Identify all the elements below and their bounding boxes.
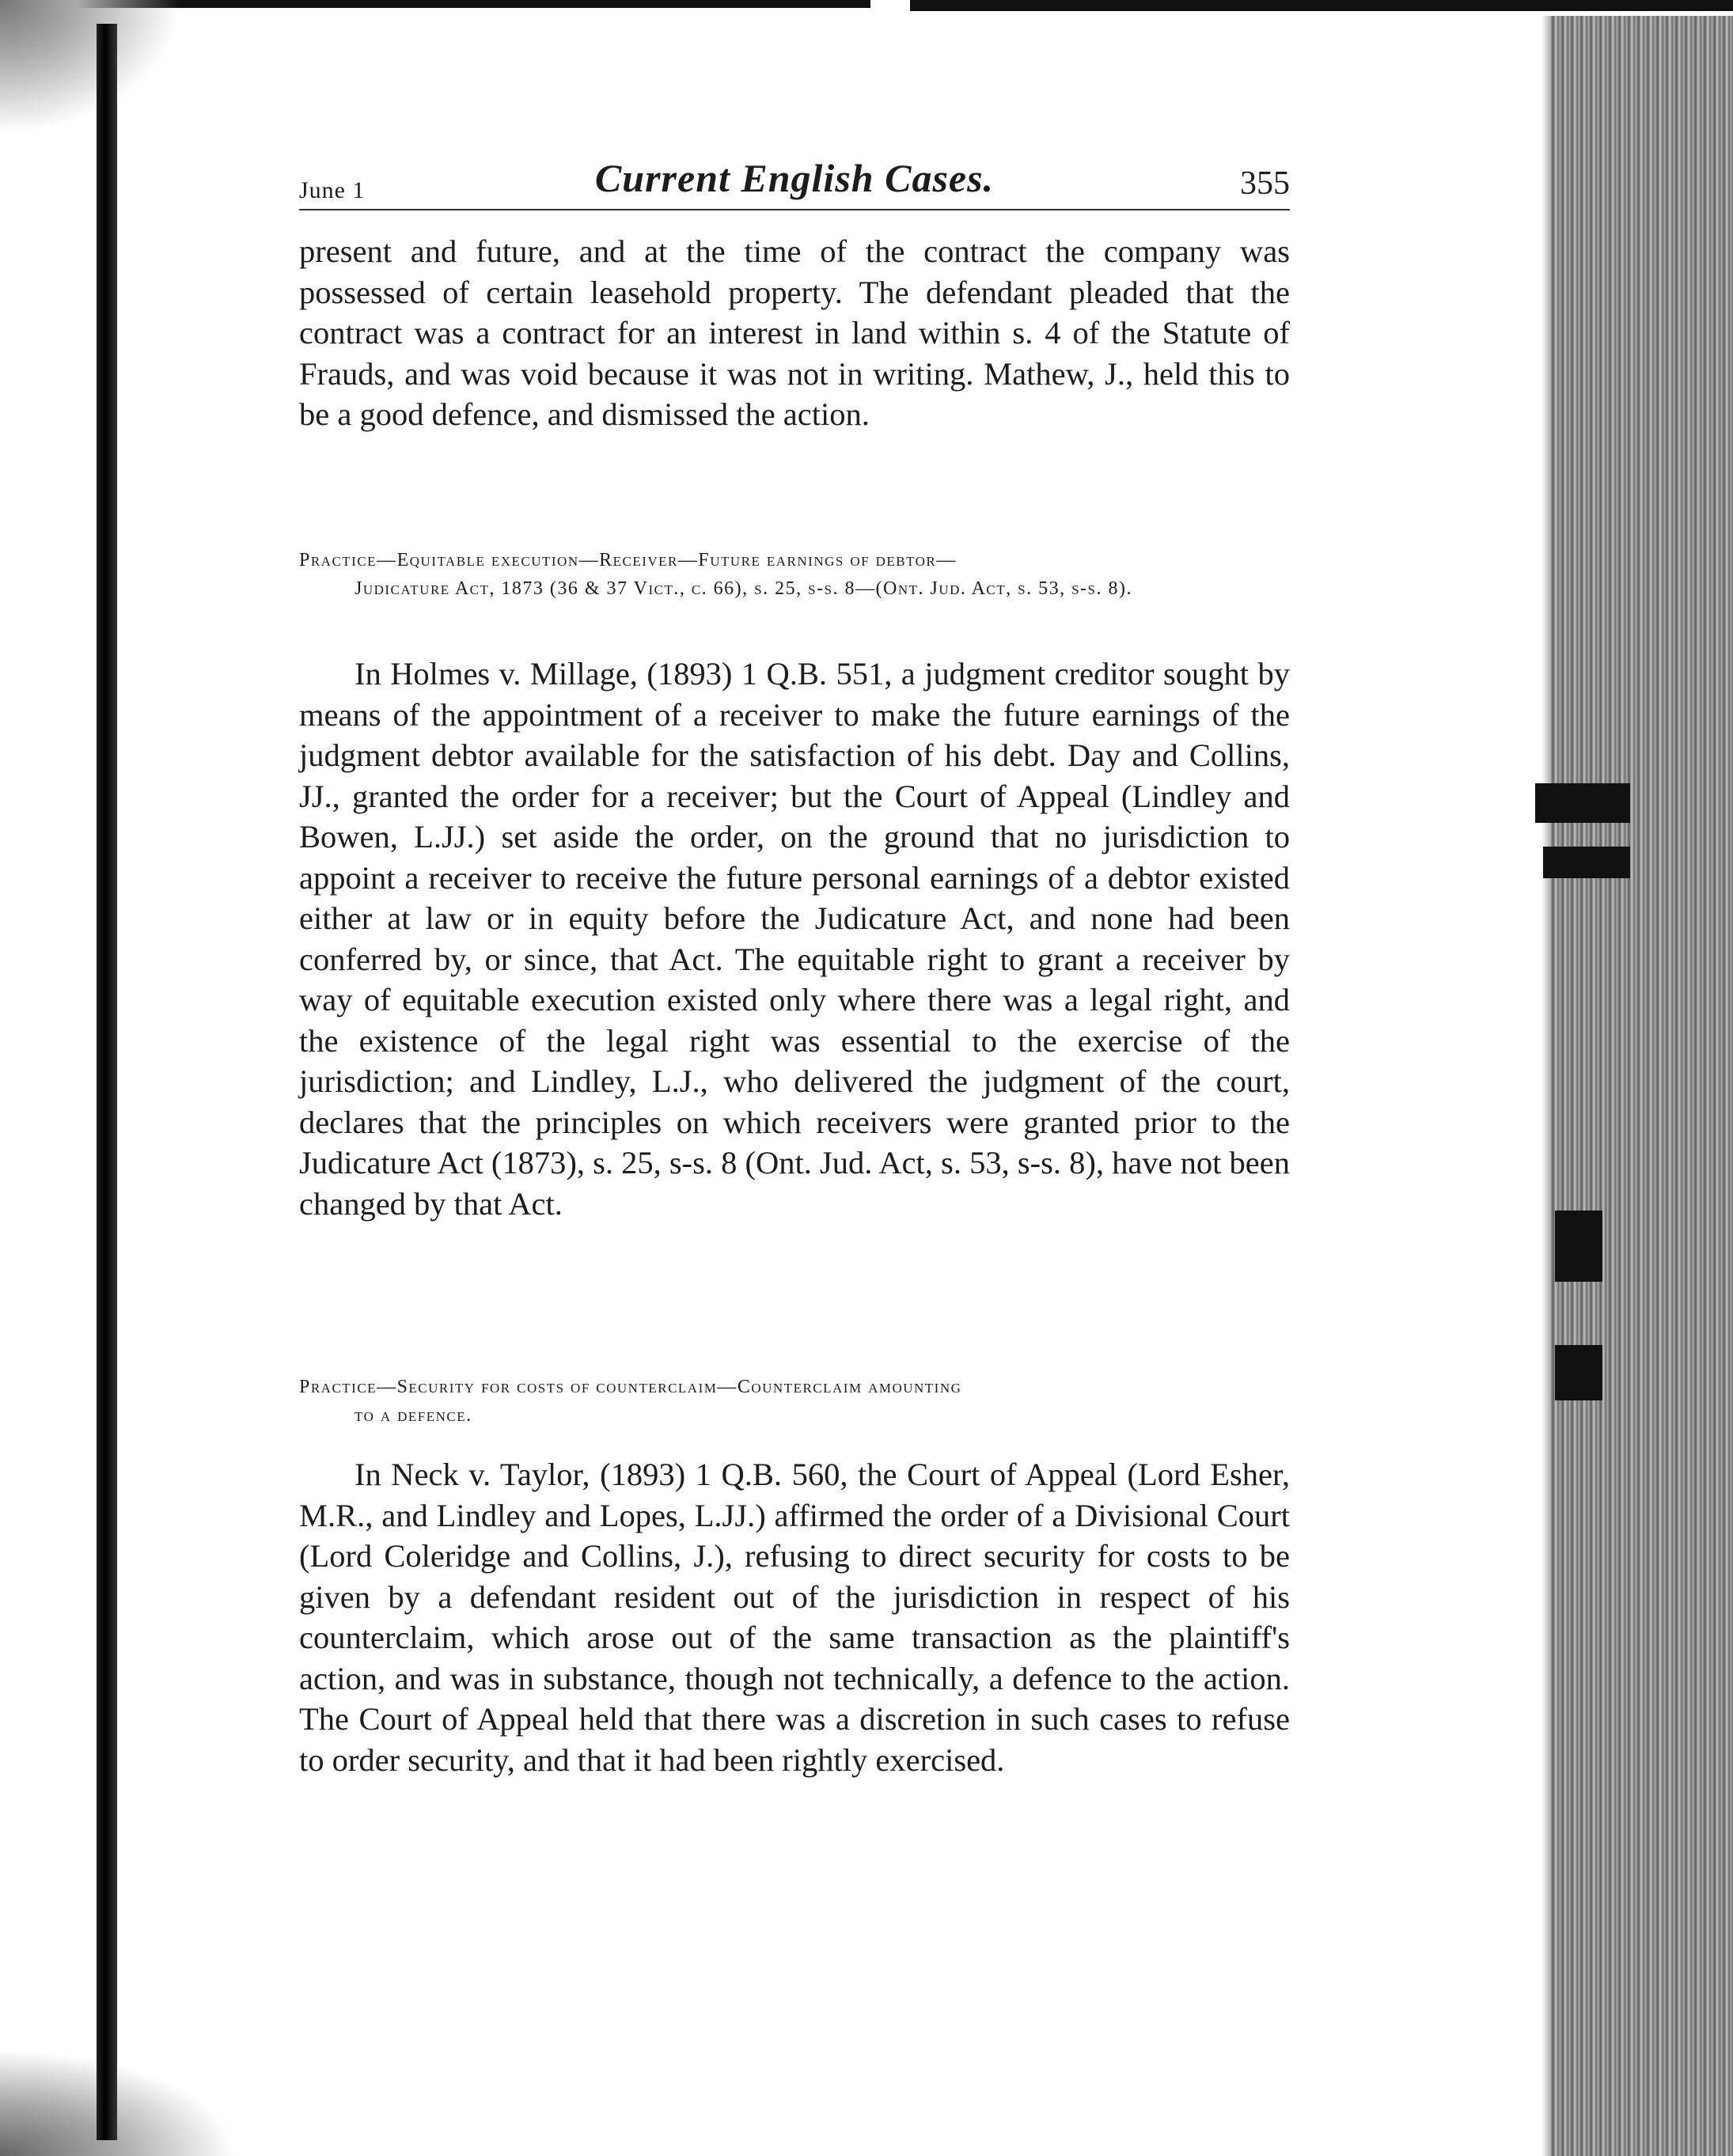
thumb-tab-mark [1535, 783, 1630, 823]
thumb-tab-mark [1543, 847, 1630, 878]
page-fore-edge [1551, 16, 1733, 2156]
body-paragraph: present and future, and at the time of the contract the company was possessed of certain leasehold property. The defendant pleaded that the contract was a contract for an interest in land within s. 4 of the Statute of Frauds, and was void because it was not in writing. Mathew, J., held this to be a good defence, and dismissed the action. [299, 233, 1290, 432]
case-heading [299, 1373, 1290, 1430]
case-heading [299, 546, 1290, 603]
case-heading-line: Practice—Security for costs of counterclaim—Counterclaim amounting [299, 1377, 962, 1397]
body-paragraph: In Neck v. Taylor, (1893) 1 Q.B. 560, the Court of Appeal (Lord Esher, M.R., and Lindley and Lopes, L.JJ.) affirmed the order of a Divisional Court (Lord Coleridge and Collins, J.), refusing to direct security for costs to be given by a defendant resident out of the jurisdiction in respect of his counterclaim, which arose out of the same transaction as the plaintiff's action, and was in substance, though not technically, a defence to the action. The Court of Appeal held that there was a discretion in such cases to refuse to order security, and that it had been rightly exercised. [299, 1457, 1290, 1778]
page-binding-edge [97, 24, 117, 2140]
thumb-tab-mark [1555, 1211, 1602, 1282]
page-number: 355 [1240, 165, 1290, 202]
case-heading-line: Practice—Equitable execution—Receiver—Future earnings of debtor— [299, 550, 957, 570]
scan-top-edge-right [910, 0, 1733, 11]
scan-corner-shadow-bottom [0, 2049, 237, 2156]
running-header-title: Current English Cases. [594, 156, 995, 200]
body-paragraph: In Holmes v. Millage, (1893) 1 Q.B. 551, a judgment creditor sought by means of the appointment of a receiver to make the future earnings of the judgment debtor available for the satisfaction of his debt. Day and Collins, JJ., granted the order for a receiver; but the Court of Appeal (Lindley and Bowen, L.JJ.) set aside the order, on the ground that no jurisdiction to appoint a receiver to receive the future personal earnings of a debtor existed either at law or in equity before the Judicature Act, and none had been conferred by, or since, that Act. The equitable right to grant a receiver by way of equitable execution existed only where there was a legal right, and the existence of the legal right was essential to the exercise of the jurisdiction; and Lindley, L.J., who delivered the judgment of the court, declares that the principles on which receivers were granted prior to the Judicature Act (1873), s. 25, s-s. 8 (Ont. Jud. Act, s. 53, s-s. 8), have not been changed by that Act. [299, 656, 1290, 1222]
header-rule [299, 209, 1290, 210]
thumb-tab-mark [1555, 1345, 1602, 1400]
running-header-date: June 1 [299, 177, 366, 203]
scan-corner-shadow-top [0, 0, 182, 135]
running-header [299, 155, 1290, 210]
case-heading-line: to a defence. [355, 1405, 472, 1426]
case-heading-line: Judicature Act, 1873 (36 & 37 Vict., c. 66), s. 25, s-s. 8—(Ont. Jud. Act, s. 53, s-s. 8). [355, 578, 1132, 599]
